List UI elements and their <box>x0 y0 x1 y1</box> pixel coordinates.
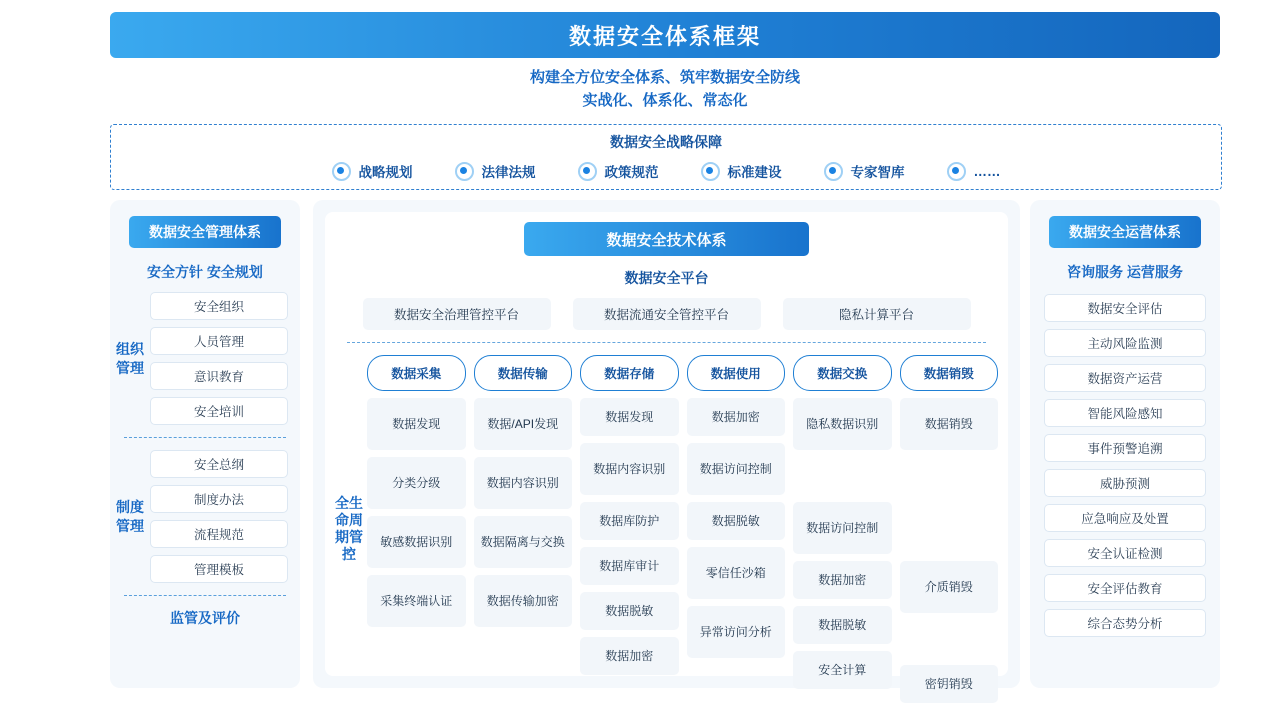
organization-chip-list <box>150 292 300 425</box>
bullet-dot-icon <box>455 162 474 181</box>
lifecycle-column-collect <box>367 355 466 703</box>
cell: 零信任沙箱 <box>687 547 786 599</box>
lifecycle-label: 全生命周期管控 <box>335 495 363 562</box>
platform-row <box>325 298 1008 330</box>
cell: 数据销毁 <box>900 398 999 450</box>
list-item: 人员管理 <box>150 327 288 355</box>
management-system-title: 数据安全管理体系 <box>129 216 281 248</box>
group-label-institution: 制度管理 <box>116 498 144 534</box>
strategy-item <box>947 162 1001 181</box>
technical-system-inner <box>325 212 1008 691</box>
strategy-item-label: …… <box>973 163 1001 179</box>
cell: 数据库审计 <box>580 547 679 585</box>
column-header: 数据传输 <box>474 355 573 391</box>
cell: 异常访问分析 <box>687 606 786 658</box>
cell: 密钥销毁 <box>900 665 999 703</box>
list-item: 应急响应及处置 <box>1044 504 1206 532</box>
strategy-item-label: 标准建设 <box>727 165 782 180</box>
cell: 数据发现 <box>367 398 466 450</box>
list-item: 威胁预测 <box>1044 469 1206 497</box>
column-header: 数据采集 <box>367 355 466 391</box>
cell: 采集终端认证 <box>367 575 466 627</box>
platform-chip: 隐私计算平台 <box>783 298 971 330</box>
platform-title: 数据安全平台 <box>624 270 709 286</box>
platform-chip: 数据流通安全管控平台 <box>573 298 761 330</box>
cell: 数据库防护 <box>580 502 679 540</box>
list-item: 事件预警追溯 <box>1044 434 1206 462</box>
page-title: 数据安全体系框架 <box>110 12 1220 58</box>
cell: 数据访问控制 <box>793 502 892 554</box>
divider <box>347 342 986 343</box>
list-item: 安全培训 <box>150 397 288 425</box>
cell: 数据/API发现 <box>474 398 573 450</box>
list-item: 管理模板 <box>150 555 288 583</box>
list-item: 制度办法 <box>150 485 288 513</box>
strategy-item-label: 政策规范 <box>604 165 659 180</box>
lifecycle-columns <box>367 355 1008 703</box>
bullet-dot-icon <box>824 162 843 181</box>
cell: 数据加密 <box>687 398 786 436</box>
cell: 分类分级 <box>367 457 466 509</box>
subtitle-line-2: 实战化、体系化、常态化 <box>582 92 748 109</box>
column-header: 数据交换 <box>793 355 892 391</box>
cell: 数据隔离与交换 <box>474 516 573 568</box>
group-label-organization: 组织管理 <box>116 340 144 376</box>
operation-system-panel <box>1030 200 1220 688</box>
list-item: 安全评估教育 <box>1044 574 1206 602</box>
cell: 数据脱敏 <box>580 592 679 630</box>
divider <box>124 595 286 596</box>
strategy-item-list <box>111 161 1221 181</box>
lifecycle-column-transmit <box>474 355 573 703</box>
cell: 数据加密 <box>580 637 679 675</box>
lifecycle-column-exchange <box>793 355 892 703</box>
lifecycle-column-store <box>580 355 679 703</box>
strategy-item-label: 法律法规 <box>481 165 536 180</box>
strategy-item-label: 专家智库 <box>850 165 905 180</box>
strategy-band <box>110 124 1222 190</box>
spacer <box>900 620 999 658</box>
list-item: 综合态势分析 <box>1044 609 1206 637</box>
spacer <box>900 457 999 509</box>
cell: 数据内容识别 <box>580 443 679 495</box>
technical-system-title: 数据安全技术体系 <box>524 222 809 256</box>
strategy-item-label: 战略规划 <box>358 165 413 180</box>
bullet-dot-icon <box>332 162 351 181</box>
column-header: 数据存储 <box>580 355 679 391</box>
operation-system-title: 数据安全运营体系 <box>1049 216 1201 248</box>
strategy-item <box>578 161 659 181</box>
cell: 数据发现 <box>580 398 679 436</box>
list-item: 智能风险感知 <box>1044 399 1206 427</box>
page-subtitle <box>110 66 1220 112</box>
column-header: 数据销毁 <box>900 355 999 391</box>
list-item: 意识教育 <box>150 362 288 390</box>
cell: 隐私数据识别 <box>793 398 892 450</box>
lifecycle-section <box>325 355 1008 703</box>
strategy-item <box>701 161 782 181</box>
divider <box>124 437 286 438</box>
platform-chip: 数据安全治理管控平台 <box>363 298 551 330</box>
list-item: 安全总纲 <box>150 450 288 478</box>
institution-management-group <box>110 450 300 583</box>
list-item: 数据安全评估 <box>1044 294 1206 322</box>
list-item: 数据资产运营 <box>1044 364 1206 392</box>
column-header: 数据使用 <box>687 355 786 391</box>
management-system-panel <box>110 200 300 688</box>
operation-system-subtitle: 咨询服务 运营服务 <box>1067 264 1183 280</box>
list-item: 安全组织 <box>150 292 288 320</box>
cell: 安全计算 <box>793 651 892 689</box>
bullet-dot-icon <box>701 162 720 181</box>
cell: 数据脱敏 <box>687 502 786 540</box>
spacer <box>900 516 999 554</box>
list-item: 流程规范 <box>150 520 288 548</box>
management-system-footer: 监管及评价 <box>170 610 240 626</box>
operation-chip-list <box>1030 294 1220 637</box>
strategy-item <box>455 161 536 181</box>
institution-chip-list <box>150 450 300 583</box>
strategy-item <box>332 161 413 181</box>
organization-management-group <box>110 292 300 425</box>
cell: 数据传输加密 <box>474 575 573 627</box>
strategy-item <box>824 161 905 181</box>
cell: 数据访问控制 <box>687 443 786 495</box>
list-item: 主动风险监测 <box>1044 329 1206 357</box>
cell: 敏感数据识别 <box>367 516 466 568</box>
lifecycle-column-use <box>687 355 786 703</box>
list-item: 安全认证检测 <box>1044 539 1206 567</box>
cell: 介质销毁 <box>900 561 999 613</box>
cell: 数据加密 <box>793 561 892 599</box>
cell: 数据脱敏 <box>793 606 892 644</box>
spacer <box>793 457 892 495</box>
cell: 数据内容识别 <box>474 457 573 509</box>
bullet-dot-icon <box>947 162 966 181</box>
management-system-subtitle: 安全方针 安全规划 <box>147 264 263 280</box>
strategy-title: 数据安全战略保障 <box>610 134 722 150</box>
subtitle-line-1: 构建全方位安全体系、筑牢数据安全防线 <box>529 69 800 86</box>
lifecycle-column-destroy <box>900 355 999 703</box>
bullet-dot-icon <box>578 162 597 181</box>
